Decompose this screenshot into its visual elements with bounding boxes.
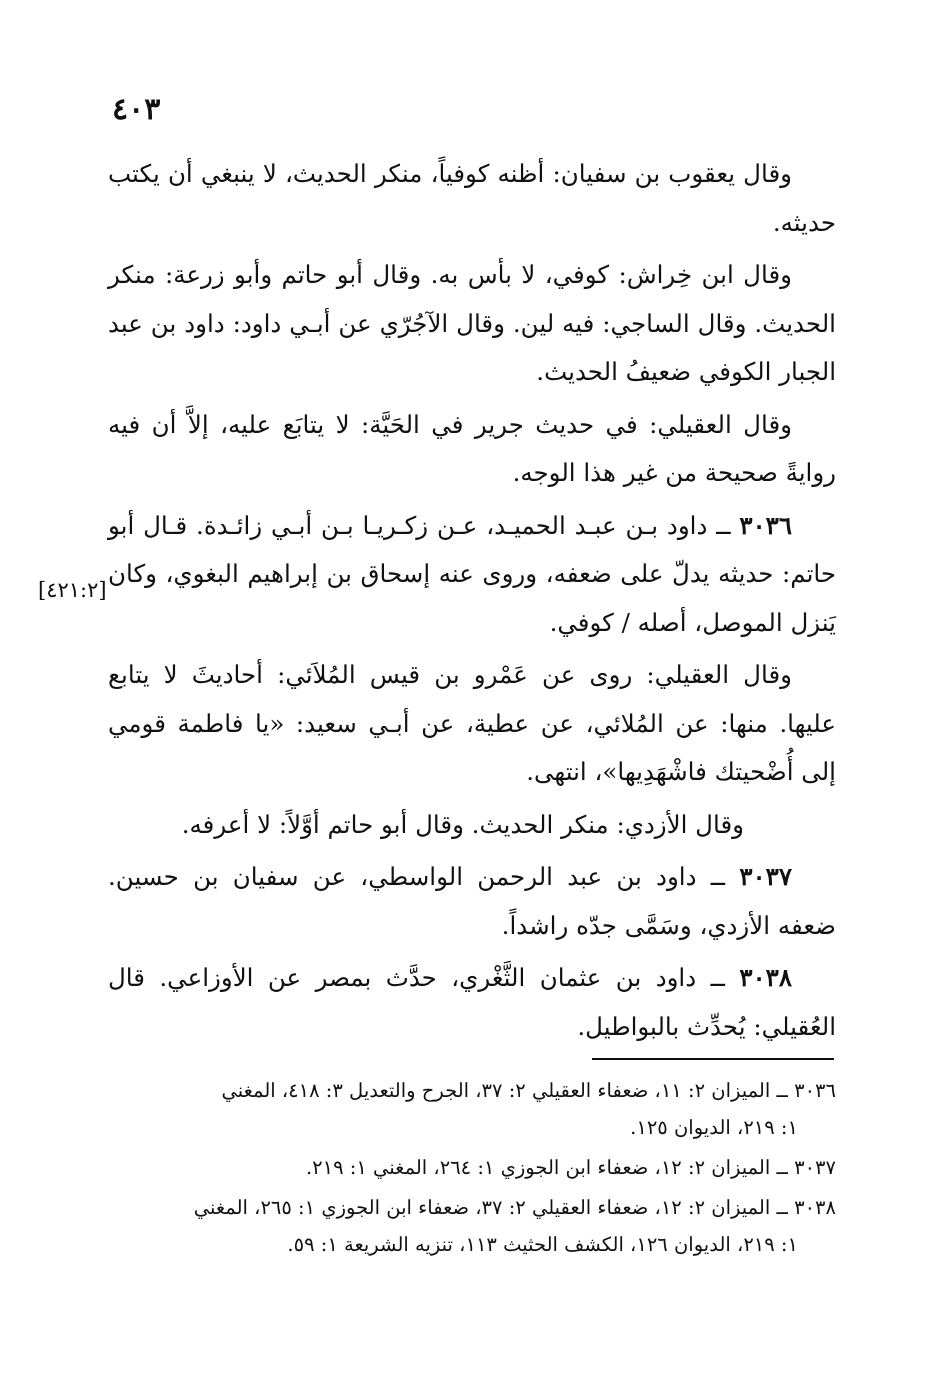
entry-text: ــ داود بن عثمان الثَّغْري، حدَّث بمصر عن الأوزاعي. قال العُقيلي: يُحدِّث بالبواطيل. xyxy=(108,963,836,1041)
footnote-divider xyxy=(592,1058,834,1060)
entry-number: ٣٠٣٦ xyxy=(739,510,792,540)
footnote-line: ٣٠٣٦ ــ الميزان ٢: ١١، ضعفاء العقيلي ٢: ٣٧، الجرح والتعديل ٣: ٤١٨، المغني xyxy=(221,1079,836,1102)
paragraph-6: وقال الأزدي: منكر الحديث. وقال أبو حاتم أوَّلاً: لا أعرفه. xyxy=(181,809,744,839)
paragraph-1: وقال يعقوب بن سفيان: أظنه كوفياً، منكر الحديث، لا ينبغي أن يكتب حديثه. xyxy=(108,159,836,237)
footnote-3038 xyxy=(108,1189,836,1263)
footnote-line: ١: ٢١٩، الديوان ١٢٦، الكشف الحثيث ١١٣، تنزيه الشريعة ١: ٥٩. xyxy=(287,1233,798,1256)
paragraph-5: وقال العقيلي: روى عن عَمْرو بن قيس المُلاَئي: أحاديثَ لا يتابع عليها. منها: عن المُلائي، عن عطية، عن أبـي سعيد: «يا فاطمة قومي إلى أُضْحيتك فاشْهَدِيها»، انتهى. xyxy=(108,660,836,786)
paragraph-3: وقال العقيلي: في حديث جرير في الحَيَّة: لا يتابَع عليه، إلاَّ أن فيه روايةً صحيحة من غير هذا الوجه. xyxy=(108,409,836,487)
footnote-line: ٣٠٣٨ ــ الميزان ٢: ١٢، ضعفاء العقيلي ٢: ٣٧، ضعفاء ابن الجوزي ١: ٢٦٥، المغني xyxy=(193,1196,836,1219)
footnote-line: ١: ٢١٩، الديوان ١٢٥. xyxy=(630,1116,798,1139)
paragraph-2: وقال ابن خِراش: كوفي، لا بأس به. وقال أبو حاتم وأبو زرعة: منكر الحديث. وقال الساجي: فيه لين. وقال الآجُرّي عن أبـي داود: داود بن عبد الجبار الكوفي ضعيفُ الحديث. xyxy=(108,260,836,386)
page-number: ٤٠٣ xyxy=(112,92,161,127)
entry-3036 xyxy=(108,502,836,648)
footnote-3036 xyxy=(108,1072,836,1146)
footnotes xyxy=(108,1072,836,1266)
entry-number: ٣٠٣٧ xyxy=(739,862,792,891)
entry-text: ــ داود بـن عبـد الحميـد، عـن زكـريـا بـن أبـي زائـدة. قـال أبو حاتم: حديثه يدلّ على ضعفه، وروى عنه إسحاق بن إبراهيم البغوي، وكان يَنزل الموصل، أصله / كوفي. xyxy=(108,510,836,637)
footnote-3037: ٣٠٣٧ ــ الميزان ٢: ١٢، ضعفاء ابن الجوزي ١: ٢٦٤، المغني ١: ٢١٩. xyxy=(305,1156,836,1179)
entry-number: ٣٠٣٨ xyxy=(739,963,792,992)
margin-reference: [٤٢١:٢] xyxy=(38,578,107,602)
entry-text: ــ داود بن عبد الرحمن الواسطي، عن سفيان بن حسين. ضعفه الأزدي، وسَمَّى جدّه راشداً. xyxy=(108,862,836,940)
entry-3037 xyxy=(108,853,836,950)
main-text xyxy=(108,150,836,1055)
entry-3038 xyxy=(108,954,836,1051)
